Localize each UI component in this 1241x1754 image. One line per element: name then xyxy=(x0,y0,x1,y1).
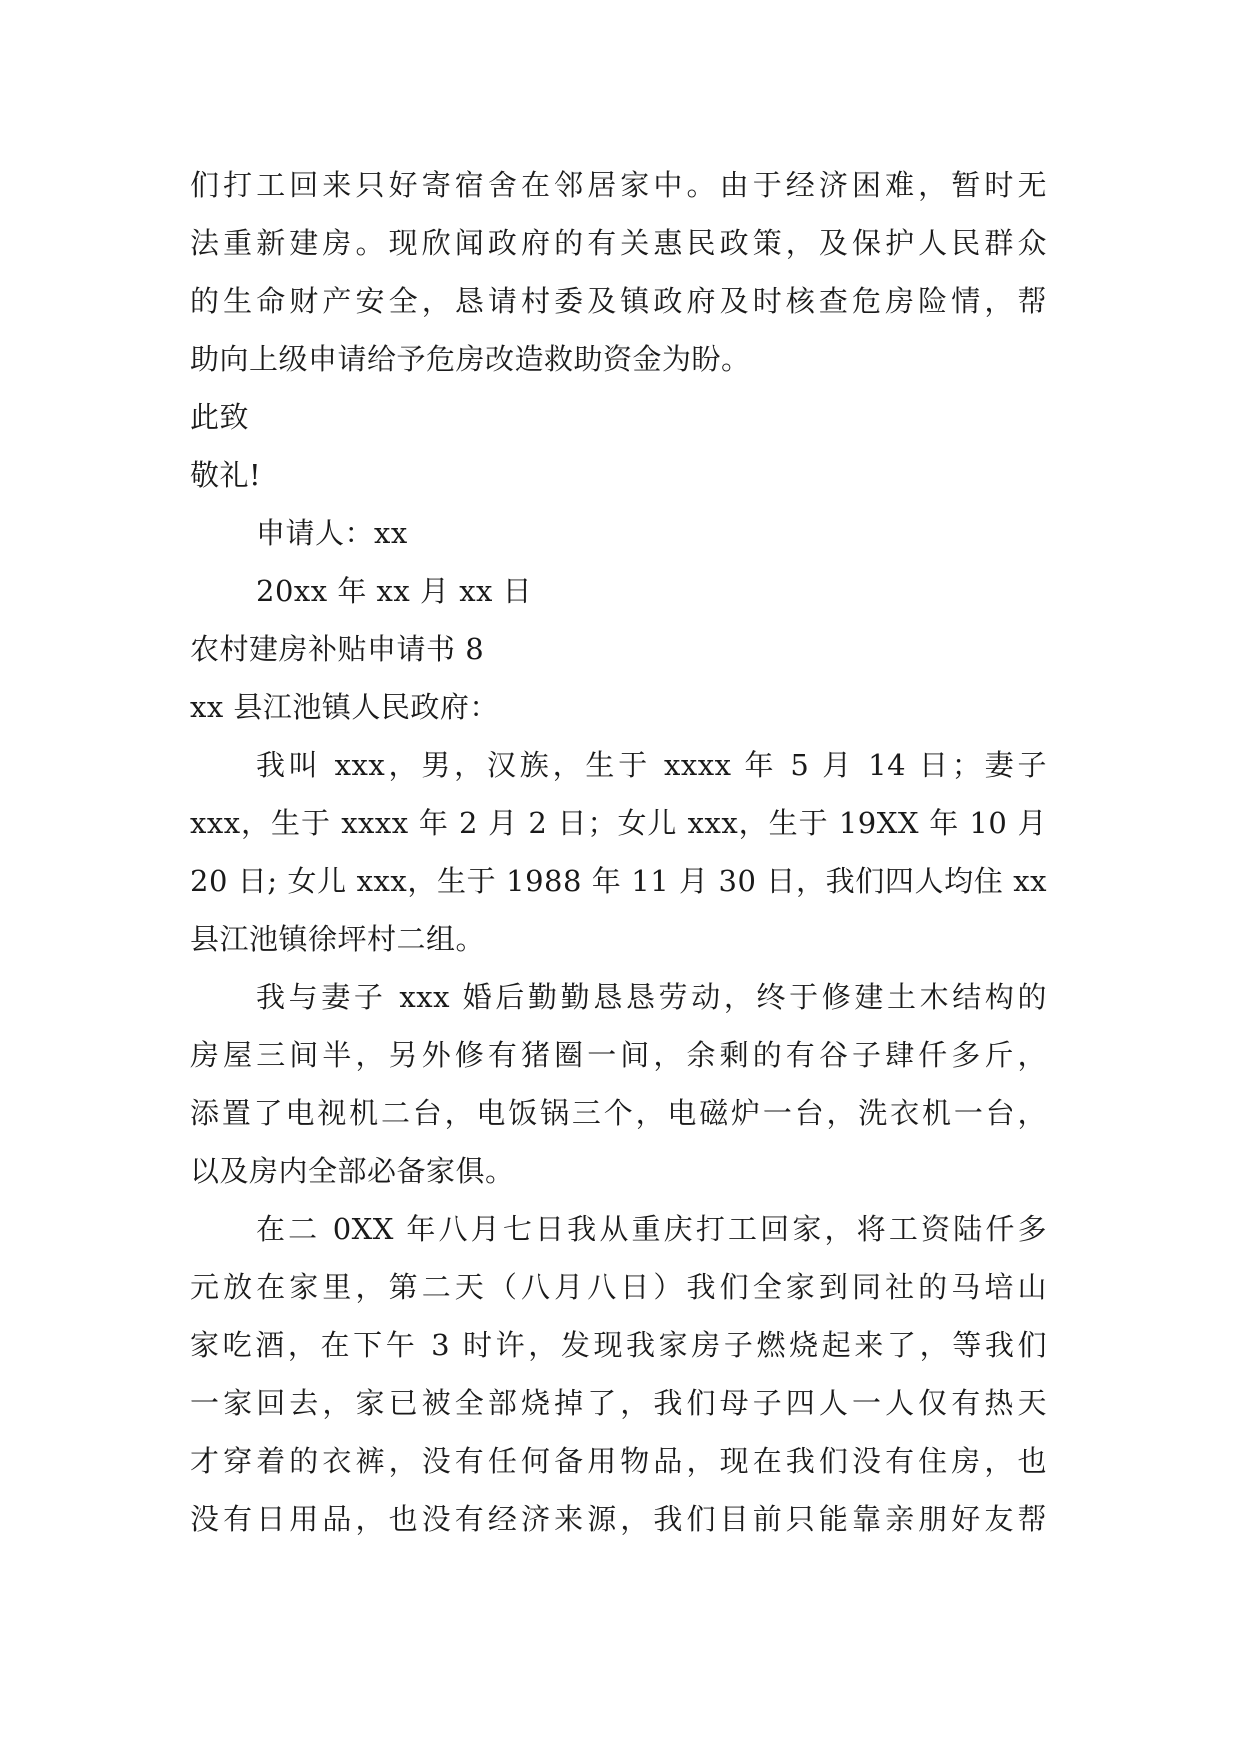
closing-salutation: 此致 xyxy=(190,400,250,434)
text-line: 元放在家里，第二天（八月八日）我们全家到同社的马培山 xyxy=(190,1270,1047,1304)
date-line: 20xx 年 xx 月 xx 日 xyxy=(256,574,533,608)
text-line: 的生命财产安全，恳请村委及镇政府及时核查危房险情，帮 xyxy=(190,284,1047,318)
text-line: 家吃酒，在下午 3 时许，发现我家房子燃烧起来了，等我们 xyxy=(190,1328,1047,1362)
text-line: 县江池镇徐坪村二组。 xyxy=(190,922,486,956)
text-line: 助向上级申请给予危房改造救助资金为盼。 xyxy=(190,342,751,376)
section-title: 农村建房补贴申请书 8 xyxy=(190,632,485,666)
text-line: 没有日用品，也没有经济来源，我们目前只能靠亲朋好友帮 xyxy=(190,1502,1047,1536)
text-line: xxx，生于 xxxx 年 2 月 2 日；女儿 xxx，生于 19XX 年 10 月 xyxy=(190,806,1047,840)
text-line: 以及房内全部必备家俱。 xyxy=(190,1154,515,1188)
text-line: 才穿着的衣裤，没有任何备用物品，现在我们没有住房，也 xyxy=(190,1444,1047,1478)
text-line: 在二 0XX 年八月七日我从重庆打工回家，将工资陆仟多 xyxy=(256,1212,1047,1246)
text-line: 法重新建房。现欣闻政府的有关惠民政策，及保护人民群众 xyxy=(190,226,1047,260)
text-line: 们打工回来只好寄宿舍在邻居家中。由于经济困难，暂时无 xyxy=(190,168,1047,202)
text-line: 一家回去，家已被全部烧掉了，我们母子四人一人仅有热天 xyxy=(190,1386,1047,1420)
closing-regards: 敬礼! xyxy=(190,458,262,492)
text-line: 20 日; 女儿 xxx，生于 1988 年 11 月 30 日，我们四人均住 xx xyxy=(190,864,1047,898)
addressee: xx 县江池镇人民政府： xyxy=(190,690,499,724)
text-line: 我叫 xxx，男，汉族，生于 xxxx 年 5 月 14 日；妻子 xyxy=(256,748,1047,782)
applicant-line: 申请人：xx xyxy=(256,516,408,550)
text-line: 添置了电视机二台，电饭锅三个，电磁炉一台，洗衣机一台， xyxy=(190,1096,1047,1130)
text-line: 房屋三间半，另外修有猪圈一间，余剩的有谷子肆仟多斤， xyxy=(190,1038,1047,1072)
text-line: 我与妻子 xxx 婚后勤勤恳恳劳动，终于修建土木结构的 xyxy=(256,980,1047,1014)
